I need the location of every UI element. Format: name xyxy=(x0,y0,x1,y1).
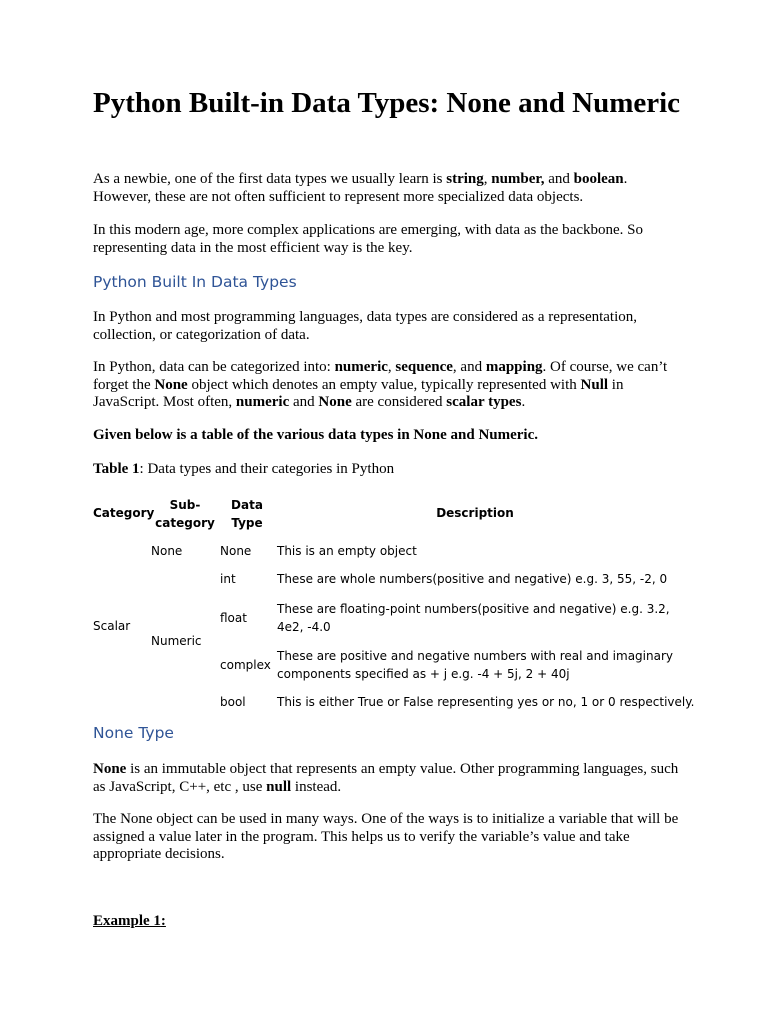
row-type-bool: bool xyxy=(220,695,246,709)
section-heading-builtin: Python Built In Data Types xyxy=(93,273,297,291)
table-intro-text: Given below is a table of the various data types in None and Numeric. xyxy=(93,427,539,443)
row-desc-none: This is an empty object xyxy=(277,544,417,558)
intro-paragraph-1: As a newbie, one of the first data types we usually learn is string, number, and boolean. However, these are not often sufficient to represent more specialized data objects. xyxy=(93,171,628,205)
example-1-label: Example 1: xyxy=(93,913,166,929)
section-heading-none-type: None Type xyxy=(93,724,174,742)
none-type-paragraph-2: The None object can be used in many ways. One of the ways is to initialize a variable that will be assigned a value later in the program. This helps us to verify the variable’s value and take appropriate decisions. xyxy=(93,811,679,863)
table-caption: Table 1: Data types and their categories in Python xyxy=(93,461,395,477)
page-title: Python Built-in Data Types: None and Numeric xyxy=(93,87,681,119)
header-description: Description xyxy=(436,506,514,520)
row-type-int: int xyxy=(220,572,236,586)
row-type-float: float xyxy=(220,611,247,625)
none-type-paragraph-1: None is an immutable object that represents an empty value. Other programming languages, such as JavaScript, C++, etc , use null instead. xyxy=(93,761,679,795)
row-type-none: None xyxy=(220,544,252,558)
header-subcategory: Sub-category xyxy=(155,498,215,530)
category-scalar: Scalar xyxy=(93,619,131,633)
row-desc-bool: This is either True or False representing yes or no, 1 or 0 respectively. xyxy=(277,695,695,709)
header-category: Category xyxy=(93,506,155,520)
row-desc-float: These are floating-point numbers(positive and negative) e.g. 3.2, 4e2, -4.0 xyxy=(277,602,670,634)
row-desc-int: These are whole numbers(positive and negative) e.g. 3, 55, -2, 0 xyxy=(277,572,668,586)
row-desc-complex: These are positive and negative numbers with real and imaginary components specified as + j e.g. -4 + 5j, 2 + 40j xyxy=(277,649,673,681)
subcategory-numeric: Numeric xyxy=(151,634,202,648)
row-type-complex: complex xyxy=(220,658,271,672)
builtin-paragraph-1: In Python and most programming languages, data types are considered as a representation, collection, or categorization of data. xyxy=(93,309,638,343)
intro-paragraph-2: In this modern age, more complex applications are emerging, with data as the backbone. So representing data in the most efficient way is the key. xyxy=(93,222,643,256)
subcategory-none: None xyxy=(151,544,183,558)
header-data-type: Data Type xyxy=(231,498,263,530)
builtin-paragraph-2: In Python, data can be categorized into: numeric, sequence, and mapping. Of course, we can’t forget the None object which denotes an empty value, typically represented with Null in JavaScript. Most often, numeric and None are considered scalar types. xyxy=(93,359,668,411)
